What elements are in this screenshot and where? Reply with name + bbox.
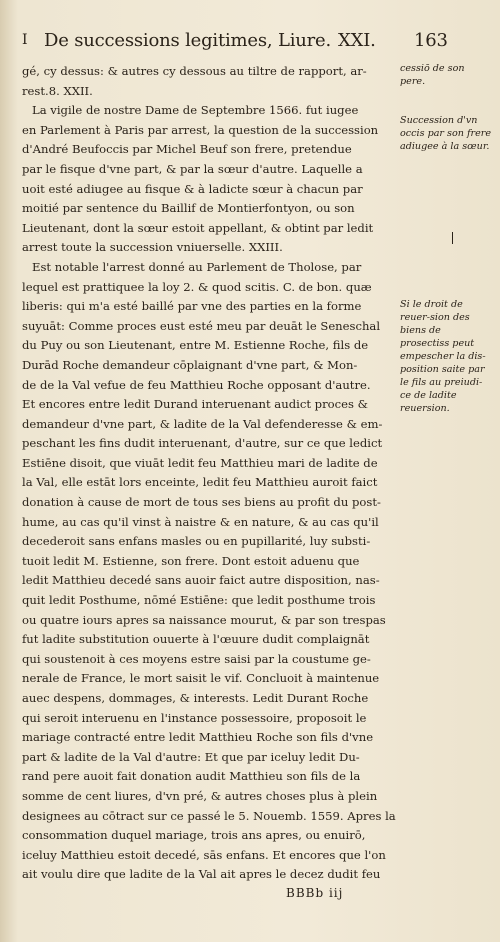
text-line: Et encores entre ledit Durand interuenant audict proces & [22, 397, 368, 412]
text-line: somme de cent liures, d'vn pré, & autres choses plus à plein [22, 788, 378, 803]
text-line: qui soustenoit à ces moyens estre saisi par la coustume ge- [22, 651, 371, 666]
text-line: ait voulu dire que ladite de la Val ait apres le decez dudit feu [22, 867, 381, 882]
text-line: auec despens, dommages, & interests. Ledit Durant Roche [22, 691, 369, 705]
text-line: iceluy Matthieu estoit decedé, sās enfans. Et encores que l'on [22, 847, 386, 862]
text-line: decederoit sans enfans masles ou en pupillarité, luy substi- [22, 534, 371, 549]
text-line: ou quatre iours apres sa naissance mourut, & par son trespas [22, 612, 386, 627]
text-line: gé, cy dessus: & autres cy dessous au tiltre de rapport, ar- [22, 64, 367, 78]
text-line: de de la Val vefue de feu Matthieu Roche opposant d'autre. [22, 377, 371, 392]
text-line: mariage contracté entre ledit Matthieu Roche son fils d'vne [22, 730, 374, 745]
main-text [22, 62, 397, 885]
text-line: ledit Matthieu decedé sans auoir faict autre disposition, nas- [22, 573, 380, 588]
text-line: qui seroit interuenu en l'instance possessoire, proposoit le [22, 710, 367, 725]
text-line: liberis: qui m'a esté baillé par vne des parties en la forme [22, 299, 362, 314]
text-line: moitié par sentence du Baillif de Montierfontyon, ou son [22, 201, 355, 216]
text-line: fut ladite substitution ouuerte à l'œuure dudit complaignāt [22, 632, 370, 647]
margin-note: Si le droit de reuer-sion des biens de prosectiss peut empescher la dis-position saite par le fils au preiudi-ce de ladite reuersion. [400, 299, 486, 414]
margin-note: cessiō de son pere. [400, 63, 465, 87]
text-line: par le fisque d'vne part, & par la sœur d'autre. Laquelle a [22, 161, 363, 176]
text-line: nerale de France, le mort saisit le vif. Concluoit à maintenue [22, 671, 380, 686]
text-line: d'André Beufoccis par Michel Beuf son frere, pretendue [22, 142, 352, 157]
text-line: demandeur d'vne part, & ladite de la Val defenderesse & em- [22, 416, 383, 431]
text-line: Durād Roche demandeur cōplaignant d'vne part, & Mon- [22, 357, 358, 372]
text-line: suyuāt: Comme proces eust esté meu par deuāt le Seneschal [22, 318, 381, 333]
header-roman: I [22, 32, 28, 48]
text-line: la Val, elle estāt lors enceinte, ledit feu Matthieu auroit faict [22, 475, 378, 490]
text-line: donation à cause de mort de tous ses biens au profit du post- [22, 495, 381, 510]
text-line: designees au cōtract sur ce passé le 5. Nouemb. 1559. Apres la [22, 808, 396, 823]
margin-note: Succession d'vn occis par son frere adiugee à la sœur. [400, 115, 492, 152]
signature-mark: BBBb iij [286, 886, 344, 900]
text-line: rand pere auoit fait donation audit Matthieu son fils de la [22, 769, 361, 784]
text-line: Lieutenant, dont la sœur estoit appellant, & obtint par ledit [22, 220, 374, 235]
text-line: part & ladite de la Val d'autre: Et que par iceluy ledit Du- [22, 749, 360, 764]
text-line: rest.8. XXII. [22, 83, 93, 98]
page-number: 163 [414, 30, 448, 51]
text-line: quit ledit Posthume, nōmé Estiēne: que ledit posthume trois [22, 593, 376, 608]
text-line: peschant les fins dudit interuenant, d'autre, sur ce que ledict [22, 436, 383, 451]
text-line: Estiēne disoit, que viuāt ledit feu Matthieu mari de ladite de [22, 455, 378, 470]
margin-mark [452, 232, 453, 244]
text-line: lequel est prattiquee la loy 2. & quod scitis. C. de bon. quæ [22, 279, 372, 294]
text-line: arrest toute la succession vniuerselle. XXIII. [22, 240, 283, 255]
text-line: La vigile de nostre Dame de Septembre 1566. fut iugee [32, 103, 359, 118]
header-chapter: XXI. [338, 30, 376, 51]
text-line: en Parlement à Paris par arrest, la question de la succession [22, 122, 379, 137]
text-line: du Puy ou son Lieutenant, entre M. Estienne Roche, fils de [22, 338, 369, 353]
text-line: Est notable l'arrest donné au Parlement de Tholose, par [32, 259, 362, 274]
header-title: De successions legitimes, Liure. [44, 30, 332, 51]
text-line: consommation duquel mariage, trois ans apres, ou enuirō, [22, 828, 366, 843]
text-line: tuoit ledit M. Estienne, son frere. Dont estoit aduenu que [22, 553, 360, 568]
text-line: uoit esté adiugee au fisque & à ladicte sœur à chacun par [22, 181, 363, 196]
text-line: hume, au cas qu'il vinst à naistre & en nature, & au cas qu'il [22, 514, 379, 529]
